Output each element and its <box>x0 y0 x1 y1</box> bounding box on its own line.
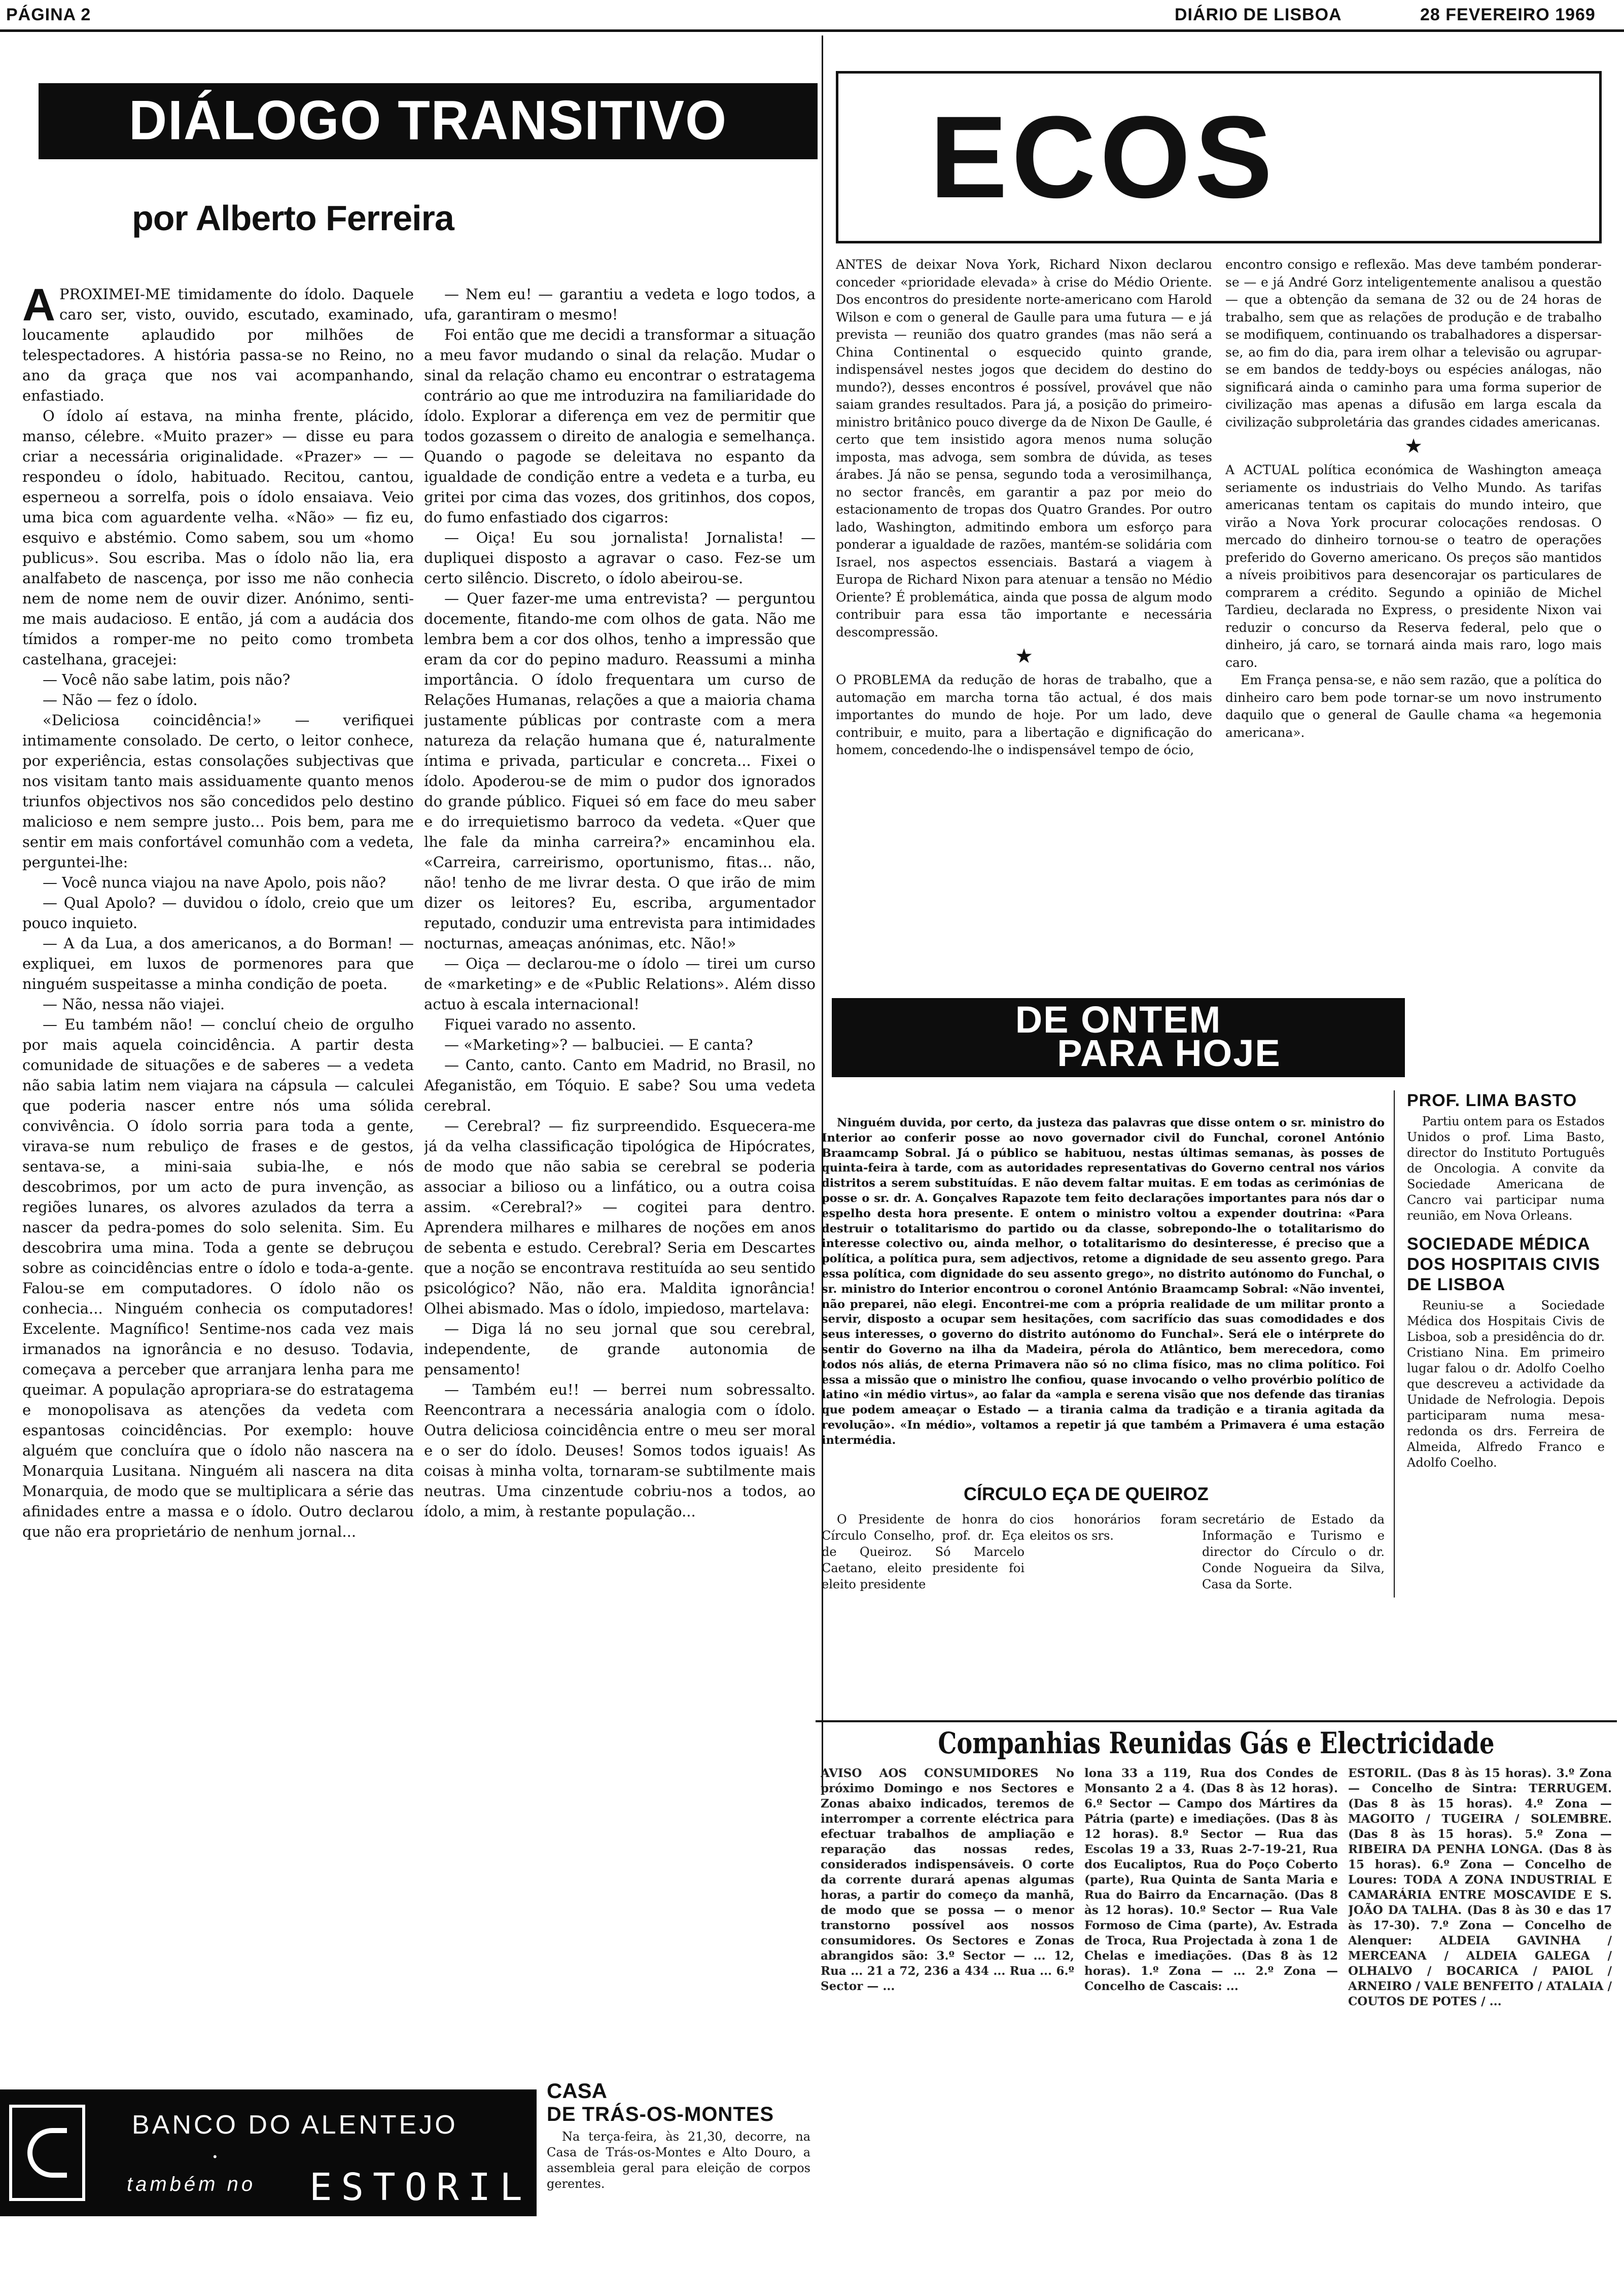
gas-paragraph: ESTORIL. (Das 8 às 15 horas). 3.º Zona — Concelho de Sintra: TERRUGEM. (Das 8 às 15 horas). 4.º Zona — MAGOITO / TUGEIRA / SOLEMBRE. (Das 8 às 15 horas). 5.º Zona — RIBEIRA DA PENHA LONGA. (Das 8 às 15 horas). 6.º Zona — Concelho de Loures: TODA A ZONA INDUSTRIAL E CAMARÁRIA ENTRE MOSCAVIDE E S. JOÃO DA TALHA. (Das 8 às 30 e das 17 às 17-30). 7.º Zona — Concelho de Alenquer: ALDEIA GAVINHA / MERCEANA / ALDEIA GALEGA / OLHALVO / BOCARICA / PAIOL / ARNEIRO / VALE BENFEITO / ATALAIA / COUTOS DE POTES / ... <box>1348 1766 1612 2008</box>
issue-date: 28 FEVEREIRO 1969 <box>1420 5 1596 24</box>
dialogo-title-bar <box>39 83 818 159</box>
dropcap-a: A <box>22 284 55 331</box>
ecos-paragraph: encontro consigo e reflexão. Mas deve também ponderar-se — e já André Gorz inteligentemente analisou a questão — que a obtenção da semana de 32 ou de 24 horas de trabalho, sem que as relações de produção e de trabalho se modifiquem, continuando os trabalhadores a dispersar-se, ao fim do dia, para irem olhar a televisão ou agrupar-se em bandos de teddy-boys ou espécies análogas, não significará ainda o caminho para uma forma superior de civilização mas apenas a difusão em larga escala da civilização subproletária das grandes cidades americanas. <box>1225 257 1602 430</box>
gas-paragraph: AVISO AOS CONSUMIDORES No próximo Domingo e nos Sectores e Zonas abaixo indicados, teremos de interromper a corrente eléctrica para efectuar trabalhos de ampliação e reparação das nossas redes, considerados indispensáveis. O corte da corrente durará apenas algumas horas, a partir do começo da manhã, de modo que se possa — o menor transtorno possível aos nossos consumidores. Os Sectores e Zonas abrangidos são: 3.º Sector — ... 12, Rua ... 21 a 72, 236 a 434 ... Rua ... 6.º Sector — ... <box>821 1766 1074 1993</box>
casa-notice <box>547 2079 816 2231</box>
ecos-paragraph: A ACTUAL política económica de Washington ameaça seriamente os industriais do Velho Mundo. As tarifas americanas tentam os capitais do mundo inteiro, que virão a Nova York procurar colocações rendosas. O mercado do dinheiro tornou-se o teatro de operações preferido do Governo americano. Os preços são mantidos a níveis proibitivos para desencorajar os particulares de comprarem a crédito. Segundo a opinião de Michel Tardieu, declarada no Express, o presidente Nixon vai reduzir o concurso da Reserva federal, pelo que o dinheiro, já caro, se tornará ainda mais raro, logo mais caro. <box>1225 463 1602 670</box>
dialogo-paragraph: PROXIMEI-ME timidamente do ídolo. Daquele caro ser, visto, ouvido, escutado, examinado, loucamente aplaudido por milhões de telespectadores. A história passa-se no Reino, no ano da graça que nos vai acompanhando, enfastiado. <box>22 286 414 404</box>
side-text-2 <box>1407 1298 1605 1471</box>
page-number: PÁGINA 2 <box>6 5 91 24</box>
dialogo-paragraph: — Não, nessa não viajei. <box>43 996 225 1013</box>
dialogo-paragraph: «Deliciosa coincidência!» — verifiquei intimamente consolado. De certo, o leitor conhece, por experiência, estas consolações subjectivas que nos visitam tanto mais assiduamente quanto menos triunfos objectivos nos são concedidos pelo destino malicioso e nem sempre justo... Pois bem, para me sentir em mais confortável comunhão com a vedeta, perguntei-lhe: <box>22 712 414 871</box>
gas-column-1 <box>821 1766 1074 2268</box>
side-paragraph: Reuniu-se a Sociedade Médica dos Hospitais Civis de Lisboa, sob a presidência do dr. Cristiano Nina. Em primeiro lugar falou o dr. Adolfo Coelho que descreveu a actividade da Unidade de Nefrologia. Depois participaram numa mesa-redonda os drs. Ferreira de Almeida, Alfredo Franco e Adolfo Coelho. <box>1407 1298 1605 1470</box>
dialogo-paragraph: — Você nunca viajou na nave Apolo, pois não? <box>43 874 386 891</box>
circulo-text-1 <box>822 1511 1025 1592</box>
casa-title-1: CASA <box>547 2079 608 2103</box>
gas-paragraph: lona 33 a 119, Rua dos Condes de Monsanto 2 a 4. (Das 8 às 12 horas). 6.º Sector — Campo dos Mártires da Pátria (parte) e imediações. (Das 8 às 12 horas). 8.º Sector — Rua das Escolas 19 a 33, Ruas 2-7-19-21, Rua dos Eucaliptos, Rua do Poço Coberto (parte), Rua Quinta de Santa Maria e Rua do Bairro da Encarnação. (Das 8 às 12 horas). 10.º Sector — Rua Vale Formoso de Cima (parte), Av. Estrada de Troca, Rua Projectada à zona 1 de Chelas e imediações. (Das 8 às 12 horas). 1.º Zona — ... 2.º Zona — Concelho de Cascais: ... <box>1084 1766 1338 1993</box>
dialogo-paragraph: — «Marketing»? — balbuciei. — E canta? <box>444 1036 753 1053</box>
dialogo-paragraph: Foi então que me decidi a transformar a situação a meu favor mudando o sinal da relação. Mudar o sinal da relação chamo eu encontrar o estratagema contrário ao que me introduzira na familiaridade do ídolo. Explorar a diferença em vez de permitir que todos gozassem o direito de analogia e semelhança. Quando o pagode se deleitava no espanto da igualdade de condição entre a vedeta e a turba, eu gritei por cima das vozes, dos gritinhos, dos copos, do fumo enfastiado dos cigarros: <box>424 326 816 526</box>
dialogo-byline: por Alberto Ferreira <box>132 198 454 238</box>
deontem-title-2: PARA HOJE <box>1057 1032 1281 1074</box>
dialogo-paragraph: — Não — fez o ídolo. <box>43 691 198 708</box>
bank-subtitle: também no <box>127 2173 256 2195</box>
ecos-title: ECOS <box>930 92 1277 222</box>
deontem-main-text <box>822 1116 1385 1481</box>
side-heading-sociedade: SOCIEDADE MÉDICA DOS HOSPITAIS CIVIS DE LISBOA <box>1407 1234 1601 1294</box>
ecos-paragraph: ANTES de deixar Nova York, Richard Nixon declarou conceder «prioridade elevada» à crise do Médio Oriente. Dos encontros do presidente norte-americano com Harold Wilson e com o general de Gaulle para uma futura — e já prevista — reunião dos quatro grandes (mas não será a China Continental o esquecido quinto grande, indispensável nestes jogos que decidem do destino do mundo?), desses encontros é possível, provável que não saiam grandes resultados. Para já, a posição do primeiro-ministro britânico pouco diverge da de Nixon De Gaulle, é certo que tem insistido agora menos numa solução imposta, mas advoga, sem sombra de dúvida, as teses árabes. Já não se pensa, segundo toda a verosimilhança, no sector francês, em garantir a paz por meio do estacionamento de tropas dos Quatro Grandes. Por outro lado, Washington, admitindo embora um esforço para ponderar a igualdade de razões, mantém-se solidária com Israel, nos aspectos essenciais. Bastará a viagem à Europa de Richard Nixon para atenuar a tensão no Médio Oriente? É problemática, ainda que possa de algum modo contribuir para essa tão importante e necessária descompressão. <box>836 257 1212 640</box>
dialogo-paragraph: — Oiça — declarou-me o ídolo — tirei um curso de «marketing» e de «Public Relations». Além disso actuo à escala internacional! <box>424 955 816 1013</box>
circulo-heading: CÍRCULO EÇA DE QUEIROZ <box>964 1483 1209 1504</box>
dialogo-paragraph: — Quer fazer-me uma entrevista? — perguntou docemente, fitando-me com olhos de gata. Não me lembra bem a cor dos olhos, tenho a impressão que eram da cor do pepino maduro. Reassumi a minha importância. O ídolo frequentara um curso de Relações Humanas, relações a que a maioria chama justamente públicas por contraste com a mera natureza da relação humana que é, naturalmente íntima e privada, particular e concreta... Fixei o ídolo. Apoderou-se de mim o pudor dos ignorados do grande público. Fiquei só em face do meu saber e do irrequietismo barroco da vedeta. «Quer que lhe fale da minha carreira?» encaminhou ela. «Carreira, carreirismo, oportunismo, fitas... não, não! tenho de me livrar desta. O que irão de mim dizer os leitores? Eu, escriba, argumentador reputado, conduzir uma entrevista para intimidades nocturnas, ameaças anónimas, etc. Não!» <box>424 590 816 952</box>
dialogo-column-1 <box>22 284 414 1846</box>
ecos-column-2 <box>1225 256 1602 997</box>
dialogo-title: DIÁLOGO TRANSITIVO <box>129 90 727 152</box>
bank-logo-icon <box>9 2105 85 2201</box>
circulo-paragraph: O Presidente de honra do Círculo Conselho, prof. dr. Eça de Queiroz. Só Marcelo Caetano, eleito presidente foi eleito presidente <box>822 1512 1025 1591</box>
circulo-paragraph: secretário de Estado da Informação e Turismo e director do Círculo o dr. Conde Nogueira da Silva, Casa da Sorte. <box>1202 1512 1385 1591</box>
deontem-title-1: DE ONTEM <box>1015 999 1222 1041</box>
dialogo-paragraph: Fiquei varado no assento. <box>444 1016 637 1033</box>
gas-title: Companhias Reunidas Gás e Electricidade <box>938 1726 1495 1760</box>
dialogo-paragraph: — Diga lá no seu jornal que sou cerebral, independente, de grande autonomia de pensamento! <box>424 1320 816 1378</box>
dialogo-column-2 <box>424 284 816 1846</box>
circulo-text-2 <box>1030 1511 1197 1592</box>
ecos-paragraph: Em França pensa-se, e não sem razão, que a política do dinheiro caro bem pode tornar-se um novo instrumento daquilo que o general de Gaulle chama «a hegemonia americana». <box>1225 672 1602 740</box>
side-paragraph: Partiu ontem para os Estados Unidos o prof. Lima Basto, director do Instituto Português de Oncologia. A convite da Sociedade Americana de Cancro vai participar numa reunião, em Nova Orleans. <box>1407 1114 1605 1223</box>
separator-star: ★ <box>1404 435 1423 458</box>
circulo-text-3 <box>1202 1511 1385 1592</box>
bank-dot: • <box>213 2150 217 2163</box>
side-heading-lima-basto: PROF. LIMA BASTO <box>1407 1091 1577 1110</box>
dialogo-paragraph: — Cerebral? — fiz surpreendido. Esquecera-me já da velha classificação tipológica de Hipócrates, de modo que não sabia se cerebral se poderia associar a bilioso ou a linfático, ou a outra coisa assim. «Cerebral?» — cogitei para dentro. Aprendera milhares e milhares de noções em anos de sebenta e estudo. Cerebral? Seria em Descartes que a noção se encontrava restituída ao seu sentido psicológico? Não, não era. Maldita ignorância! Olhei abismado. Mas o ídolo, impiedoso, martelava: <box>424 1117 816 1317</box>
deontem-paragraph: Ninguém duvida, por certo, da justeza das palavras que disse ontem o sr. ministro do Interior ao conferir posse ao novo governador civil do Funchal, coronel António Braamcamp Sobral. Já o público se habituou, nestas últimas semanas, às posses de quinta-feira à tarde, com as autoridades representativas do Governo central nos vários distritos a serem substituídas. E não devem faltar muitas. E em todas as cerimónias de posse o sr. dr. A. Gonçalves Rapazote tem feito declarações importantes para nós dar o espelho desta hora presente. E ontem o ministro voltou a expender doutrina: «Para destruir o totalitarismo do partido ou da classe, sobrepondo-lhe o totalitarismo do interesse colectivo ou, ainda melhor, o totalitarismo do desinteresse, é preciso que a política, a política pura, sem adjectivos, retome a dignidade de seu assento grego. Para essa política, com dignidade do seu assento grego», no distrito autónomo do Funchal, o sr. ministro do Interior encontrou o coronel António Braamcamp Sobral: «Não inventei, não preparei, não elegi. Encontrei-me com a própria realidade de um militar pronto a servir, disposto a ocupar sem hesitações, com sacrifício das suas comodidades e dos seus interesses, o governo do distrito autónomo do Funchal». Será ele o intérprete do sentir do Governo na ilha da Madeira, pérola do Atlântico, bem merecedora, como todos nós aliás, de eterna Primavera não só no clima físico, mas no clima político. Foi essa a missão que o ministro lhe confiou, quase invocando o velho provérbio político de latino «in médio virtus», ao falar da «ampla e serena visão que nos defende das tiranias que podem ameaçar o Estado — a tirania calma da tradição e a tirania agitada da revolução». «In médio», voltamos a repetir já que também a Primavera é uma estação intermédia. <box>822 1116 1385 1447</box>
dialogo-paragraph: — Eu também não! — concluí cheio de orgulho por mais aquela coincidência. A partir desta comunidade de situações e de saberes — a vedeta não sabia latim nem viajara na cápsula — calculei que poderia nascer entre nós uma sólida convivência. O ídolo sorria para toda a gente, virava-se num rebuliço de frases e de gestos, sentava-se, a mini-saia subia-lhe, e nós descobrimos, por um acto de pura invenção, as regiões lunares, os alvores azulados da terra a nascer da pedra-pomes do solo selenita. Sim. Eu descobrira uma mina. Toda a gente se debruçou sobre as coincidências entre o ídolo e toda-a-gente. Falou-se em computadores. O ídolo não os conhecia... Ninguém conhecia os computadores! Excelente. Magnífico! Sentime-nos cada vez mais irmanados na ignorância e no desuso. Todavia, começava a perceber que arranjara lenha para me queimar. A população apropriara-se do estratagema e monopolisava as atenções da vedeta com espantosas coincidências. Por exemplo: houve alguém que concluíra que o ídolo não nascera na Monarquia Lusitana. Ninguém ali nascera na dita Monarquia, de modo que se multiplicara a série das afinidades entre a massa e o ídolo. Outro declarou que não era proprietário de nenhum jornal... <box>22 1016 414 1540</box>
dialogo-paragraph: O ídolo aí estava, na minha frente, plácido, manso, célebre. «Muito prazer» — disse eu para criar a necessária originalidade. «Prazer» — — respondeu o ídolo, habituado. Recitou, cantou, esperneou a sorrelfa, pois o ídolo ensaiava. Veio uma bica com aguardente velha. «Não» — fiz eu, esquivo e abstémio. Como sabem, sou um «homo publicus». Sou escriba. Mas o ídolo não lia, era analfabeto de nascença, por isso me não conhecia nem de nome nem de ouvir dizer. Anónimo, senti-me mais audacioso. E então, já com a audácia dos tímidos a romper-me no peito como trombeta castelhana, gracejei: <box>22 407 414 668</box>
dialogo-paragraph: — Canto, canto. Canto em Madrid, no Brasil, no Afeganistão, em Tóquio. E sabe? Sou uma vedeta cerebral. <box>424 1056 816 1114</box>
ecos-title-box <box>836 71 1602 243</box>
bank-name: BANCO DO ALENTEJO <box>132 2110 458 2140</box>
dialogo-paragraph: — Você não sabe latim, pois não? <box>43 671 291 688</box>
ecos-column-1 <box>836 256 1212 997</box>
dialogo-paragraph: — Também eu!! — berrei num sobressalto. Reencontrara a necessária analogia com o ídolo. Outra deliciosa coincidência entre o meu ser moral e o ser do ídolo. Deuses! Somos todos iguais! As coisas à minha volta, tornaram-se subtilmente mais neutras. Uma cinzentude cobriu-nos a todos, ao ídolo, a mim, à restante população... <box>424 1381 816 1520</box>
side-text-1 <box>1407 1114 1605 1224</box>
casa-paragraph: Na terça-feira, às 21,30, decorre, na Casa de Trás-os-Montes e Alto Douro, a assembleia geral para eleição de corpos gerentes. <box>547 2130 810 2191</box>
dialogo-paragraph: — Qual Apolo? — duvidou o ídolo, creio que um pouco inquieto. <box>22 894 414 932</box>
gas-column-2 <box>1084 1766 1338 2268</box>
separator-star: ★ <box>1015 645 1033 668</box>
side-column <box>1407 1090 1605 1598</box>
dialogo-paragraph: — Nem eu! — garantiu a vedeta e logo todos, a ufa, garantiram o mesmo! <box>424 286 816 323</box>
deontem-title-bar <box>832 998 1405 1077</box>
bank-estoril: ESTORIL <box>309 2166 532 2209</box>
dialogo-paragraph: — A da Lua, a dos americanos, a do Borman! — expliquei, em luxos de pormenores para que ninguém suspeitasse a minha condição de poeta. <box>22 935 414 992</box>
dialogo-paragraph: — Oiça! Eu sou jornalista! Jornalista! — dupliquei disposto a agravar o caso. Fez-se um certo silêncio. Discreto, o ídolo abeirou-se. <box>424 529 816 587</box>
ecos-paragraph: O PROBLEMA da redução de horas de trabalho, que a automação em marcha torna tão actual, é dos mais importantes do mundo de hoje. Por um lado, deve contribuir, e muito, para a libertação e dignificação do homem, concedendo-lhe o indispensável tempo de ócio, <box>836 672 1212 757</box>
circulo-paragraph: cios honorários foram eleitos os srs. <box>1030 1512 1197 1543</box>
newspaper-name: DIÁRIO DE LISBOA <box>1175 5 1342 24</box>
bank-ad <box>0 2089 537 2216</box>
casa-text <box>547 2129 810 2192</box>
gas-column-3 <box>1348 1766 1612 2268</box>
side-divider <box>1394 1090 1395 1598</box>
header-rule <box>0 29 1624 32</box>
gas-notice <box>816 1720 1617 2270</box>
casa-title-2: DE TRÁS-OS-MONTES <box>547 2103 774 2125</box>
